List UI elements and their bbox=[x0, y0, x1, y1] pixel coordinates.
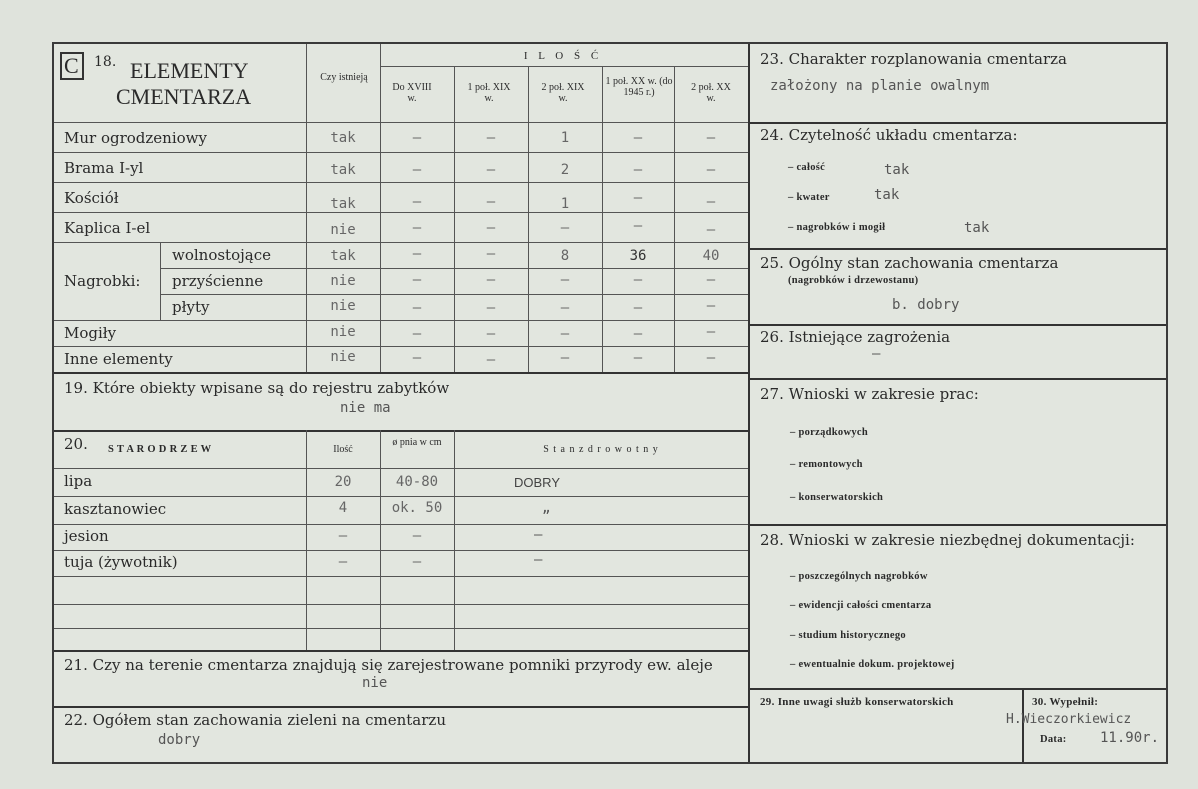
exists-mogily: nie bbox=[330, 324, 356, 340]
s28-item-2: – ewidencji całości cmentarza bbox=[790, 600, 932, 611]
s24-label: 24. Czytelność układu cmentarza: bbox=[760, 126, 1018, 144]
exists-kosciol: tak bbox=[330, 196, 356, 212]
val-przyscienne-1: — bbox=[412, 272, 422, 288]
s19-label: 19. Które obiekty wpisane są do rejestru zabytków bbox=[64, 379, 450, 397]
tree-name-tuja: tuja (żywotnik) bbox=[64, 553, 178, 571]
val-inne-5: — bbox=[706, 350, 716, 366]
row-label-inne: Inne elementy bbox=[64, 350, 173, 368]
exists-kaplica: nie bbox=[330, 222, 356, 238]
s21-label: 21. Czy na terenie cmentarza znajdują się zarejestrowane pomniki przyrody ew. aleje bbox=[64, 656, 713, 674]
val-kosciol-3: 1 bbox=[560, 196, 570, 212]
section-letter: C bbox=[64, 53, 79, 78]
val-brama-3: 2 bbox=[560, 162, 570, 178]
s24-item-1-label: – całość bbox=[788, 162, 826, 173]
s24-item-1-value: tak bbox=[884, 162, 910, 178]
s27-item-1: – porządkowych bbox=[790, 427, 868, 438]
val-mogily-5: — bbox=[706, 324, 716, 340]
s19-value: nie ma bbox=[340, 400, 391, 416]
s18-title-line2: CMENTARZA bbox=[116, 84, 252, 109]
exists-wolnostojace: tak bbox=[330, 248, 356, 264]
tree-diam-tuja: — bbox=[412, 554, 422, 570]
s27-label: 27. Wnioski w zakresie prac: bbox=[760, 385, 979, 403]
row-label-plyty: płyty bbox=[172, 298, 210, 316]
period-col-5: 2 poł. XX w. bbox=[691, 82, 731, 104]
val-kaplica-5: — bbox=[706, 222, 716, 238]
s28-label: 28. Wnioski w zakresie niezbędnej dokumentacji: bbox=[760, 531, 1135, 549]
s23-value: założony na planie owalnym bbox=[770, 78, 990, 94]
val-brama-2: — bbox=[486, 162, 496, 178]
s25-sub: (nagrobków i drzewostanu) bbox=[788, 275, 919, 286]
val-plyty-5: — bbox=[706, 298, 716, 314]
col-qty-header: I L O Ś Ć bbox=[523, 50, 603, 62]
val-wolnostojace-4: 36 bbox=[629, 248, 647, 264]
exists-przyscienne: nie bbox=[330, 273, 356, 289]
val-kaplica-2: — bbox=[486, 220, 496, 236]
row-label-kaplica: Kaplica I-el bbox=[64, 219, 151, 237]
tree-health-lipa: DOBRY bbox=[514, 475, 560, 490]
tree-name-kasztanowiec: kasztanowiec bbox=[64, 500, 167, 518]
exists-inne: nie bbox=[330, 349, 356, 365]
s20-col-health: S t a n z d r o w o t n y bbox=[543, 444, 659, 455]
exists-mur: tak bbox=[330, 130, 356, 146]
s25-label: 25. Ogólny stan zachowania cmentarza bbox=[760, 254, 1059, 272]
nagrobki-label: Nagrobki: bbox=[64, 272, 141, 290]
s30-date: 11.90r. bbox=[1100, 730, 1160, 746]
val-brama-5: — bbox=[706, 162, 716, 178]
row-label-przyscienne: przyścienne bbox=[172, 272, 264, 290]
val-brama-1: — bbox=[412, 162, 422, 178]
period-col-2: 1 poł. XIX w. bbox=[467, 82, 511, 104]
s29-label: 29. Inne uwagi służb konserwatorskich bbox=[760, 696, 954, 708]
row-label-mur: Mur ogrodzeniowy bbox=[64, 129, 207, 147]
s21-value: nie bbox=[362, 675, 388, 691]
tree-diam-lipa: 40-80 bbox=[395, 474, 439, 490]
val-przyscienne-4: — bbox=[633, 272, 643, 288]
s24-item-2-value: tak bbox=[874, 187, 900, 203]
s23-label: 23. Charakter rozplanowania cmentarza bbox=[760, 50, 1067, 68]
s28-item-3: – studium historycznego bbox=[790, 630, 906, 641]
val-plyty-2: — bbox=[486, 300, 496, 316]
s28-item-1: – poszczególnych nagrobków bbox=[790, 571, 928, 582]
row-label-brama: Brama I-yl bbox=[64, 159, 144, 177]
val-mur-2: — bbox=[486, 130, 496, 146]
period-col-4: 1 poł. XX w. (do 1945 r.) bbox=[605, 76, 673, 98]
s20-col-diam: ø pnia w cm bbox=[392, 437, 442, 448]
tree-qty-lipa: 20 bbox=[334, 474, 352, 490]
tree-health-kasztanowiec: „ bbox=[542, 500, 551, 516]
exists-plyty: nie bbox=[330, 298, 356, 314]
val-plyty-1: — bbox=[412, 300, 422, 316]
tree-diam-jesion: — bbox=[412, 528, 422, 544]
val-inne-3: — bbox=[560, 350, 570, 366]
val-mur-5: — bbox=[706, 130, 716, 146]
s24-item-3-value: tak bbox=[964, 220, 990, 236]
val-kosciol-2: — bbox=[486, 194, 496, 210]
val-mur-1: — bbox=[412, 130, 422, 146]
period-col-3: 2 poł. XIX w. bbox=[541, 82, 585, 104]
s22-value: dobry bbox=[158, 732, 201, 748]
val-wolnostojace-2: — bbox=[486, 246, 496, 262]
row-label-mogily: Mogiły bbox=[64, 324, 117, 342]
exists-brama: tak bbox=[330, 162, 356, 178]
val-kaplica-3: — bbox=[560, 220, 570, 236]
s18-number: 18. bbox=[94, 54, 117, 70]
val-kaplica-1: — bbox=[412, 220, 422, 236]
val-kosciol-5: — bbox=[706, 194, 716, 210]
val-inne-2: — bbox=[486, 352, 496, 368]
val-mogily-3: — bbox=[560, 326, 570, 342]
s20-number: 20. bbox=[64, 435, 88, 453]
tree-name-jesion: jesion bbox=[64, 527, 109, 545]
s18-title-line1: ELEMENTY bbox=[130, 58, 249, 83]
s30-label: 30. Wypełnił: bbox=[1032, 696, 1099, 708]
tree-qty-tuja: — bbox=[338, 554, 348, 570]
val-mur-4: — bbox=[633, 130, 643, 146]
row-label-kosciol: Kościół bbox=[64, 189, 119, 207]
val-inne-1: — bbox=[412, 350, 422, 366]
s30-date-label: Data: bbox=[1040, 734, 1067, 745]
val-przyscienne-5: — bbox=[706, 272, 716, 288]
val-kosciol-1: — bbox=[412, 194, 422, 210]
tree-health-jesion: — bbox=[534, 527, 543, 543]
val-mogily-4: — bbox=[633, 326, 643, 342]
s26-value: – bbox=[872, 346, 881, 362]
s20-col-qty: Ilość bbox=[333, 444, 353, 455]
tree-qty-jesion: — bbox=[338, 528, 348, 544]
tree-qty-kasztanowiec: 4 bbox=[338, 500, 348, 516]
val-mogily-1: — bbox=[412, 326, 422, 342]
tree-diam-kasztanowiec: ok. 50 bbox=[391, 500, 443, 516]
val-wolnostojace-3: 8 bbox=[560, 248, 570, 264]
period-col-1: Do XVIII w. bbox=[392, 82, 432, 104]
val-kosciol-4: — bbox=[633, 190, 643, 206]
s26-label: 26. Istniejące zagrożenia bbox=[760, 328, 951, 346]
s27-item-2: – remontowych bbox=[790, 459, 863, 470]
val-inne-4: — bbox=[633, 350, 643, 366]
val-wolnostojace-5: 40 bbox=[702, 248, 720, 264]
s28-item-4: – ewentualnie dokum. projektowej bbox=[790, 659, 955, 670]
s25-value: b. dobry bbox=[892, 297, 960, 313]
val-przyscienne-2: — bbox=[486, 272, 496, 288]
val-plyty-3: — bbox=[560, 300, 570, 316]
col-exists-header: Czy istnieją bbox=[320, 72, 368, 83]
s20-title: S T A R O D R Z E W bbox=[108, 444, 212, 455]
val-plyty-4: — bbox=[633, 300, 643, 316]
val-kaplica-4: — bbox=[633, 218, 643, 234]
tree-health-tuja: — bbox=[534, 552, 543, 568]
val-przyscienne-3: — bbox=[560, 272, 570, 288]
row-label-wolnostojace: wolnostojące bbox=[172, 246, 271, 264]
val-brama-4: — bbox=[633, 162, 643, 178]
s22-label: 22. Ogółem stan zachowania zieleni na cmentarzu bbox=[64, 711, 446, 729]
s30-name: H.Wieczorkiewicz bbox=[1006, 712, 1132, 727]
cemetery-record-card bbox=[52, 42, 1168, 764]
tree-name-lipa: lipa bbox=[64, 472, 93, 490]
val-wolnostojace-1: — bbox=[412, 246, 422, 262]
s24-item-2-label: – kwater bbox=[788, 192, 830, 203]
val-mogily-2: — bbox=[486, 326, 496, 342]
s24-item-3-label: – nagrobków i mogił bbox=[788, 222, 886, 233]
s27-item-3: – konserwatorskich bbox=[790, 492, 884, 503]
val-mur-3: 1 bbox=[560, 130, 570, 146]
